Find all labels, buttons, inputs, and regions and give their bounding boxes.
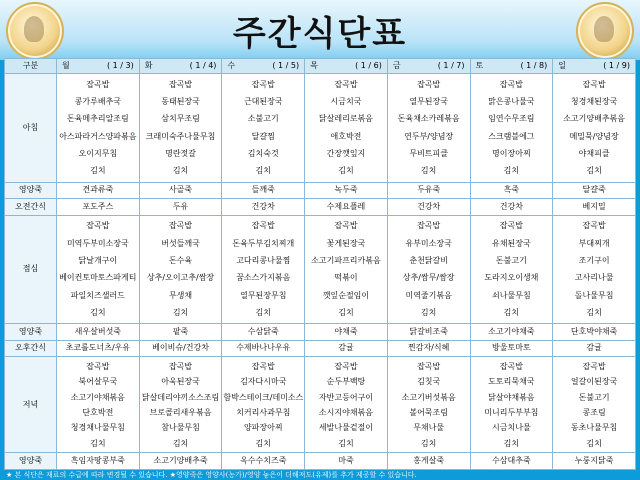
- menu-item: 김치: [338, 308, 354, 318]
- meal-label: 오전간식: [5, 199, 57, 216]
- menu-item: 잡곡밥: [582, 221, 606, 231]
- menu-cell: [222, 215, 305, 324]
- menu-cell: 포도주스: [57, 199, 140, 216]
- menu-cell: 달걀죽: [553, 182, 636, 199]
- menu-item: 돈육채소카레볶음: [397, 114, 460, 124]
- menu-item: 춘천닭갈비: [409, 256, 448, 266]
- meal-row-lunch: [5, 215, 636, 324]
- menu-item: 유부미소장국: [405, 238, 452, 248]
- meal-row-breakfast: [5, 74, 636, 183]
- menu-cell: 누룽지닭죽: [553, 453, 636, 470]
- menu-cell: 옥수수치즈죽: [222, 453, 305, 470]
- menu-cell: 견과류죽: [57, 182, 140, 199]
- menu-item: 닭살데리야끼소스조림: [141, 392, 220, 402]
- menu-cell: 베이비슈/건강차: [139, 340, 222, 357]
- menu-item: 삼치무조림: [161, 114, 200, 124]
- menu-item: 미니리두부부침: [484, 407, 539, 417]
- menu-item: 쇠나물무침: [492, 290, 531, 300]
- menu-cell: 흑죽: [470, 182, 553, 199]
- meal-label: 아침: [5, 74, 57, 183]
- menu-cell: 찐감자/식혜: [387, 340, 470, 357]
- menu-item: 김치: [338, 166, 354, 176]
- menu-item: 열무된장국: [409, 97, 448, 107]
- menu-cell: [57, 215, 140, 324]
- menu-item: 스크램블에그: [488, 131, 535, 141]
- menu-cell: [222, 357, 305, 453]
- menu-item: 양파장아찌: [243, 423, 283, 433]
- menu-cell: 새우살버섯죽: [57, 324, 140, 341]
- menu-cell: 팥죽: [139, 324, 222, 341]
- menu-item: 부대찌개: [578, 238, 610, 248]
- menu-item: 김치: [255, 166, 271, 176]
- menu-item: 김치: [172, 308, 189, 318]
- menu-item: 깻잎순절임이: [322, 290, 370, 300]
- menu-item: 닭살야채볶음: [488, 392, 535, 402]
- menu-cell: 건강차: [470, 199, 553, 216]
- meal-row-dinner: [5, 357, 636, 453]
- menu-cell: 건강차: [387, 199, 470, 216]
- menu-item: 김자다시마국: [240, 377, 287, 387]
- menu-item: 함박스테이크/데미소스: [223, 392, 304, 402]
- menu-item: 잡곡밥: [86, 221, 110, 231]
- day-header: 금 ( 1 / 7): [387, 59, 470, 74]
- day-header: 일 ( 1 / 9): [553, 59, 636, 74]
- menu-cell: 닭갈비조죽: [387, 324, 470, 341]
- menu-item: 순두부백탕: [326, 377, 366, 387]
- menu-item: 김치: [503, 308, 520, 318]
- menu-item: 조기구이: [578, 256, 610, 266]
- meal-label: 점심: [5, 215, 57, 324]
- menu-item: 세발나물겉절이: [318, 423, 374, 433]
- menu-item: 콩조림: [582, 407, 606, 417]
- menu-cell: 감귤: [305, 340, 388, 357]
- menu-item: 잡곡밥: [499, 79, 523, 89]
- menu-item: 애호박전: [330, 131, 362, 141]
- menu-item: 잡곡밥: [86, 79, 110, 89]
- menu-cell: 방울토마토: [470, 340, 553, 357]
- day-header: 수 ( 1 / 5): [222, 59, 305, 74]
- menu-item: 김치: [338, 438, 354, 448]
- menu-item: 임연수무조림: [488, 114, 535, 124]
- menu-cell: 홍게살죽: [387, 453, 470, 470]
- menu-item: 열무된장무침: [240, 290, 287, 300]
- menu-item: 콩가루배추국: [74, 97, 122, 107]
- meal-row-breakfast-porridge: [5, 182, 636, 199]
- menu-item: 닭날개구이: [78, 256, 118, 266]
- menu-item: 베이컨토마토스파게티: [59, 273, 137, 283]
- corner-cell: 구분: [5, 59, 57, 74]
- meal-row-morning-snack: [5, 199, 636, 216]
- menu-item: 도라지오이생채: [484, 273, 539, 283]
- menu-item: 돈육메추리알조림: [66, 114, 129, 124]
- menu-item: 소시지야채볶음: [318, 407, 374, 417]
- menu-cell: 녹두죽: [305, 182, 388, 199]
- menu-item: 북어살무국: [78, 377, 118, 387]
- menu-item: 명이장아찌: [492, 149, 531, 159]
- menu-cell: 소고기야채죽: [470, 324, 553, 341]
- weekly-menu-table: [4, 58, 636, 470]
- menu-item: 잡곡밥: [168, 361, 193, 371]
- menu-item: 김치: [586, 308, 602, 318]
- menu-item: 김치: [586, 438, 602, 448]
- menu-item: 야채피클: [578, 149, 610, 159]
- menu-item: 동태된장국: [161, 97, 200, 107]
- menu-item: 잡곡밥: [251, 79, 275, 89]
- menu-item: 도토리묵채국: [488, 377, 535, 387]
- menu-item: 참나물무침: [161, 423, 200, 433]
- menu-item: 꿈소스가지볶음: [236, 273, 291, 283]
- menu-cell: 초코롤도너츠/우유: [57, 340, 140, 357]
- day-header: 화 ( 1 / 4): [139, 59, 222, 74]
- menu-cell: 야채죽: [305, 324, 388, 341]
- menu-item: 돈육두부김치찌개: [232, 238, 295, 248]
- menu-item: 청경채나물무침: [70, 423, 125, 433]
- menu-item: 돌나물무침: [574, 290, 614, 300]
- menu-cell: [57, 74, 140, 183]
- menu-cell: 수제요플레: [305, 199, 388, 216]
- menu-cell: 수삼닭죽: [222, 324, 305, 341]
- menu-item: 유채된장국: [492, 238, 531, 248]
- menu-item: 김치: [586, 166, 602, 176]
- menu-cell: [305, 215, 388, 324]
- menu-item: 무채나물: [413, 423, 445, 433]
- menu-item: 김치: [255, 438, 271, 448]
- menu-item: 파일치즈샐러드: [70, 290, 125, 300]
- footer-note: ★ 본 식단은 재료의 수급에 따라 변경될 수 있습니다. ★영양죽은 영양사(농가)/영양 놓은이 더해져도(유제)를 추가 제공할 수 있습니다.: [6, 471, 417, 479]
- menu-cell: 흑임자땅콩부죽: [57, 453, 140, 470]
- menu-item: 청경채된장국: [570, 97, 618, 107]
- menu-item: 간장깻잎지: [326, 149, 366, 159]
- menu-item: 김치: [420, 308, 437, 318]
- menu-item: 닭살레리로볶음: [318, 114, 374, 124]
- menu-item: 잡곡밥: [168, 221, 193, 231]
- menu-cell: [139, 74, 222, 183]
- menu-cell: 건강차: [222, 199, 305, 216]
- menu-cell: [470, 215, 553, 324]
- menu-item: 돈불고기: [495, 256, 527, 266]
- menu-item: 근대된장국: [243, 97, 283, 107]
- menu-cell: 두유죽: [387, 182, 470, 199]
- menu-item: 잡곡밥: [417, 221, 441, 231]
- menu-item: 소고기버섯볶음: [401, 392, 456, 402]
- meal-label: 영양죽: [5, 182, 57, 199]
- menu-item: 치커리사과무침: [236, 407, 291, 417]
- menu-cell: 두유: [139, 199, 222, 216]
- menu-item: 잡곡밥: [582, 361, 606, 371]
- menu-item: 잡곡밥: [251, 361, 275, 371]
- menu-item: 잡곡밥: [168, 79, 193, 89]
- menu-item: 잡곡밥: [499, 221, 523, 231]
- day-header: 월 ( 1 / 3): [57, 59, 140, 74]
- menu-item: 연두부/양념장: [404, 131, 454, 141]
- menu-item: 아스파라거스양파볶음: [59, 131, 137, 141]
- menu-cell: [387, 357, 470, 453]
- page-title: 주간식단표: [232, 14, 408, 54]
- menu-item: 김칫국: [417, 377, 441, 387]
- meal-label: 저녁: [5, 357, 57, 453]
- menu-item: 시금치나물: [492, 423, 531, 433]
- menu-item: 김치: [503, 166, 520, 176]
- menu-item: 미역두부미소장국: [66, 238, 129, 248]
- menu-cell: [553, 357, 636, 453]
- meal-row-dinner-porridge: [5, 453, 636, 470]
- menu-cell: [57, 357, 140, 453]
- menu-item: 자반고등어구이: [318, 392, 374, 402]
- menu-cell: [222, 74, 305, 183]
- menu-item: 잡곡밥: [334, 221, 358, 231]
- menu-item: 버섯들깨국: [161, 238, 200, 248]
- day-header: 목 ( 1 / 6): [305, 59, 388, 74]
- menu-cell: 베지밀: [553, 199, 636, 216]
- menu-item: 맑은콩나물국: [488, 97, 535, 107]
- menu-cell: [139, 215, 222, 324]
- menu-item: 크래미숙주나물무침: [145, 131, 216, 141]
- menu-item: 동초나물무침: [570, 423, 618, 433]
- menu-cell: 마죽: [305, 453, 388, 470]
- menu-cell: 들깨죽: [222, 182, 305, 199]
- meal-label: 영양죽: [5, 453, 57, 470]
- menu-item: 무생채: [168, 290, 193, 300]
- menu-item: 잡곡밥: [334, 79, 358, 89]
- menu-item: 무비트피클: [409, 149, 448, 159]
- menu-item: 소고기양배추볶음: [563, 114, 626, 124]
- menu-cell: 수삼대추죽: [470, 453, 553, 470]
- menu-item: 김치: [503, 438, 520, 448]
- menu-cell: [305, 357, 388, 453]
- menu-item: 잡곡밥: [417, 79, 441, 89]
- menu-item: 떡볶이: [334, 273, 358, 283]
- menu-item: 소고기야채볶음: [70, 392, 125, 402]
- menu-item: 잡곡밥: [334, 361, 358, 371]
- menu-item: 달걀찜: [251, 131, 275, 141]
- menu-item: 김치: [90, 438, 106, 448]
- menu-item: 소불고기: [247, 114, 279, 124]
- menu-cell: 수제바나나우유: [222, 340, 305, 357]
- menu-item: 김치: [172, 438, 189, 448]
- meal-row-lunch-porridge: [5, 324, 636, 341]
- meal-label: 영양죽: [5, 324, 57, 341]
- menu-item: 얼갈이된장국: [570, 377, 618, 387]
- menu-item: 잡곡밥: [499, 361, 523, 371]
- menu-item: 명란젓갈: [165, 149, 197, 159]
- menu-item: 잡곡밥: [417, 361, 441, 371]
- menu-cell: [553, 215, 636, 324]
- menu-item: 소고기파프리카볶음: [311, 256, 381, 266]
- menu-item: 잡곡밥: [86, 361, 110, 371]
- menu-item: 잡곡밥: [251, 221, 275, 231]
- meal-label: 오후간식: [5, 340, 57, 357]
- menu-item: 돈수육: [168, 256, 193, 266]
- menu-item: 돈불고기: [578, 392, 610, 402]
- menu-item: 김치: [255, 308, 271, 318]
- menu-item: 브로콜리새우볶음: [149, 407, 212, 417]
- menu-item: 고다리콩나물찜: [236, 256, 291, 266]
- menu-cell: 단호박야채죽: [553, 324, 636, 341]
- menu-item: 오이지무침: [78, 149, 118, 159]
- menu-item: 잡곡밥: [582, 79, 606, 89]
- menu-cell: [470, 74, 553, 183]
- menu-item: 고사리나물: [574, 273, 614, 283]
- meal-row-afternoon-snack: [5, 340, 636, 357]
- menu-item: 김치: [420, 438, 437, 448]
- header-row: [5, 59, 636, 74]
- menu-cell: [387, 74, 470, 183]
- menu-item: 김치: [420, 166, 437, 176]
- menu-cell: [470, 357, 553, 453]
- menu-cell: [139, 357, 222, 453]
- menu-item: 김치: [90, 166, 106, 176]
- menu-item: 미역줄기볶음: [405, 290, 452, 300]
- menu-item: 상추/오이고추/쌈장: [146, 273, 215, 283]
- menu-item: 김치숙것: [247, 149, 279, 159]
- menu-item: 단호박전: [82, 407, 114, 417]
- menu-item: 메밀묵/양념장: [569, 131, 619, 141]
- menu-item: 김치: [172, 166, 189, 176]
- menu-cell: 감귤: [553, 340, 636, 357]
- menu-item: 아욱된장국: [161, 377, 200, 387]
- menu-cell: [305, 74, 388, 183]
- menu-cell: 소고기양배추죽: [139, 453, 222, 470]
- menu-item: 꽃게된장국: [326, 238, 366, 248]
- menu-item: 김치: [90, 308, 106, 318]
- menu-cell: 사골죽: [139, 182, 222, 199]
- day-header: 토 ( 1 / 8): [470, 59, 553, 74]
- menu-cell: [553, 74, 636, 183]
- menu-item: 상추/쌈무/쌈장: [402, 273, 455, 283]
- menu-cell: [387, 215, 470, 324]
- menu-item: 시금치국: [330, 97, 362, 107]
- menu-item: 볼어묵조림: [409, 407, 448, 417]
